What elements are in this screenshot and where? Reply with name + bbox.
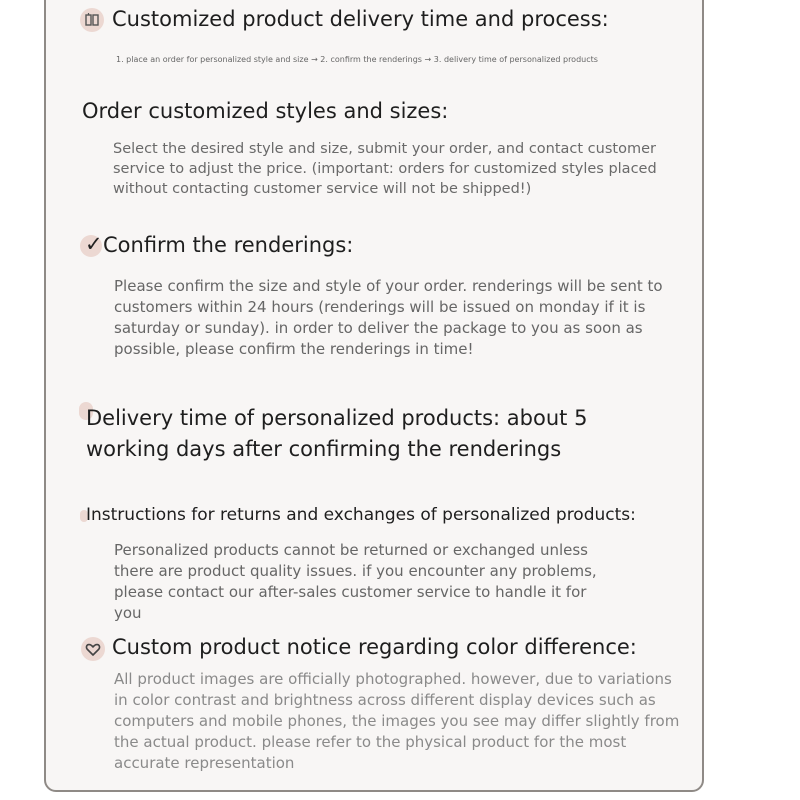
box-icon [80, 8, 104, 32]
page-title: Customized product delivery time and process: [112, 7, 609, 31]
order-body: Select the desired style and size, submit your order, and contact customer service to adjust the price. (important: orders for customized styles placed without contacting customer service will not be shipped!) [113, 141, 657, 197]
color-heading: Custom product notice regarding color difference: [112, 635, 637, 659]
delivery-heading: Delivery time of personalized products: about 5 working days after confirming the renderings [86, 406, 588, 461]
color-body: All product images are officially photographed. however, due to variations in color contrast and brightness across different display devices such as computers and mobile phones, the images you see may differ slightly from the actual product. please refer to the physical product for the most accurate representation [114, 670, 680, 772]
confirm-heading: Confirm the renderings: [103, 233, 354, 257]
returns-heading: Instructions for returns and exchanges of personalized products: [86, 505, 636, 525]
order-heading: Order customized styles and sizes: [82, 99, 449, 123]
box-icon-badge [80, 8, 104, 32]
process-steps: 1. place an order for personalized style and size → 2. confirm the renderings → 3. delivery time of personalized products [116, 55, 598, 64]
check-icon: ✓ [85, 232, 103, 256]
heart-icon [81, 637, 105, 661]
returns-body: Personalized products cannot be returned or exchanged unless there are product quality issues. if you encounter any problems, please contact our after-sales customer service to handle it for you [114, 541, 597, 622]
confirm-body: Please confirm the size and style of your order. renderings will be sent to customers within 24 hours (renderings will be issued on monday if it is saturday or sunday). in order to deliver the package to you as soon as possible, please confirm the renderings in time! [114, 277, 663, 358]
heart-icon-badge [81, 637, 105, 661]
